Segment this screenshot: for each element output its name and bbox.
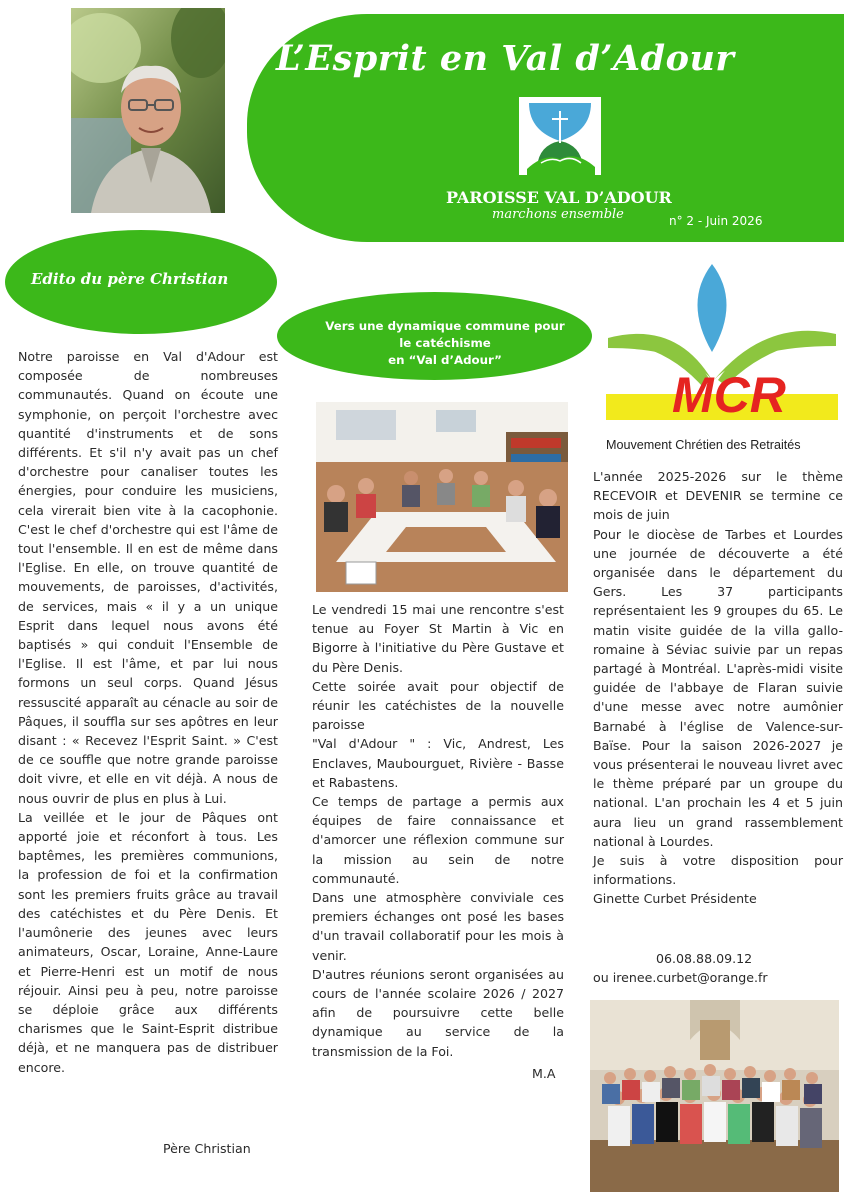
- meeting-photo: [316, 402, 568, 592]
- mcr-paragraph: Ginette Curbet Présidente: [593, 891, 757, 907]
- edito-paragraph: Notre paroisse en Val d'Adour est composée de nombreuses communautés. Quand on écoute une symphonie, on perçoit l'orchestre avec quantité d'instruments et de sons différents. Et s'il n'y avait pas un chef d'orchestre pour canaliser toutes les énergies, pour conduire les musiciens, cela virerait bien vite à la cacophonie. C'est le chef d'orchestre qui est l'âme de tout l'ensemble. Il en est de même dans l'Eglise. En elle, on trouve quantité de mouvements, de paroisses, d'activités, de services, mais « il y a un unique Esprit dans lequel nous avons été baptisés » qui conduit l'Ensemble de l'Eglise. Il est l'âme, et par lui nous formons un seul corps. Quand Jésus ressuscité apparaît au cénacle au soir de Pâques, il souffla sur ses apôtres en leur disant : « Recevez l'Esprit Saint. » C'est de ce souffle que notre grande paroisse doit vivre, et elle en vit déjà. A nous de nous ouvrir de plus en plus à Lui.: [18, 349, 278, 806]
- mcr-paragraph: L'année 2025-2026 sur le thème RECEVOIR et DEVENIR se termine ce mois de juin: [593, 469, 843, 523]
- edito-column: [18, 347, 278, 1077]
- priest-photo: [71, 8, 225, 213]
- catechese-heading-line: en “Val d’Adour”: [388, 353, 502, 367]
- mcr-email: ou irenee.curbet@orange.fr: [593, 970, 768, 985]
- catechese-paragraph: Dans une atmosphère conviviale ces premiers échanges ont posé les bases d'un travail collaboratif pour les mois à venir.: [312, 890, 564, 963]
- group-photo: [590, 1000, 839, 1192]
- catechese-heading: [300, 318, 590, 369]
- parish-logo: [519, 97, 601, 175]
- catechese-paragraph: D'autres réunions seront organisées au cours de l'année scolaire 2026 / 2027 afin de poursuivre cette belle dynamique au service de la transmission de la Foi.: [312, 966, 564, 1059]
- catechese-heading-line: Vers une dynamique commune pour: [325, 319, 565, 333]
- edito-paragraph: La veillée et le jour de Pâques ont apporté joie et réconfort à tous. Les baptêmes, les premières communions, la profession de foi et la confirmation sont les premiers fruits grâce au travail des catéchistes et du Père Denis. Et l'aumônerie des jeunes avec leurs animateurs, Oscar, Loraine, Anne-Laure et Pierre-Henri est un motif de nous réjouir. Ainsi peu à peu, notre paroisse se déploie grâce aux différents charismes que le Saint-Esprit distribue déjà, et ne manquera pas de distribuer encore.: [18, 809, 278, 1075]
- edito-heading: Edito du père Christian: [31, 270, 229, 288]
- mcr-paragraph: Je suis à votre disposition pour informations.: [593, 853, 843, 888]
- catechese-paragraph: Cette soirée avait pour objectif de réunir les catéchistes de la nouvelle paroisse: [312, 678, 564, 733]
- catechese-heading-line: le catéchisme: [399, 336, 491, 350]
- catechese-paragraph: Ce temps de partage a permis aux équipes de faire connaissance et d'amorcer une réflexion commune sur la mission au sein de notre communauté.: [312, 794, 564, 886]
- catechese-paragraph: "Val d'Adour " : Vic, Andrest, Les Enclaves, Maubourguet, Rivière - Basse et Rabastens.: [312, 736, 564, 790]
- issue-number: n° 2 - Juin 2026: [669, 214, 763, 228]
- mcr-paragraph: Pour le diocèse de Tarbes et Lourdes une journée de découverte a été organisée dans le département du Gers. Les 37 participants représentaient les 9 groupes du 65. Le matin visite guidée de la villa gallo-romaine à Séviac suivie par un repas partagé à Montréal. L'après-midi visite guidée de l'abbaye de Flaran suivie d'une messe avec notre aumônier Barnabé à l'église de Valence-sur-Baïse. Pour la saison 2026-2027 je vous présenterai le nouveau livret avec le thème préparé par un groupe du national. L'an prochain les 4 et 5 juin aura lieu un grand rassemblement national à Lourdes.: [593, 526, 843, 849]
- edito-signature: Père Christian: [163, 1141, 251, 1156]
- catechese-column: [312, 600, 564, 1061]
- parish-name: PAROISSE VAL D’ADOUR: [446, 188, 672, 207]
- catechese-signature: M.A: [532, 1066, 556, 1081]
- catechese-paragraph: Le vendredi 15 mai une rencontre s'est tenue au Foyer St Martin à Vic en Bigorre à l'initiative du Père Gustave et du Père Denis.: [312, 602, 564, 675]
- mcr-caption: Mouvement Chrétien des Retraités: [606, 438, 801, 452]
- mcr-logo-text: MCR: [672, 367, 786, 422]
- parish-motto: marchons ensemble: [492, 207, 624, 222]
- mcr-column: [593, 467, 843, 909]
- page-title: L’Esprit en Val d’Adour: [276, 38, 735, 79]
- mcr-phone: 06.08.88.09.12: [656, 951, 753, 966]
- mcr-logo: [606, 262, 838, 422]
